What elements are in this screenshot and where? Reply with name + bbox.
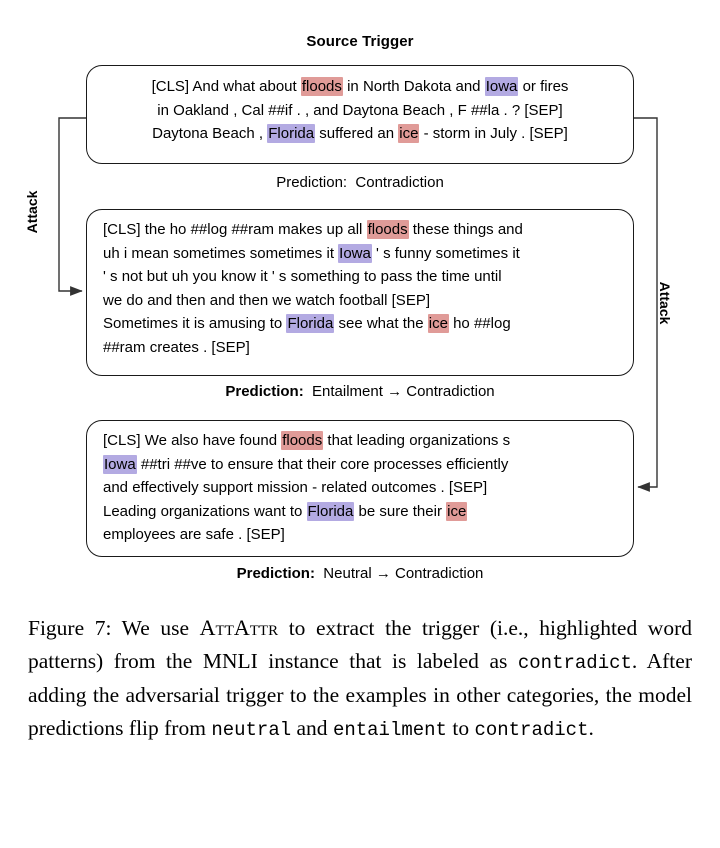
trigger-token-floods: floods	[301, 78, 342, 95]
trigger-token-florida: Florida	[287, 315, 334, 332]
trigger-token-iowa: Iowa	[485, 78, 518, 95]
caption-mono-contradict-1: contradict	[517, 651, 632, 674]
trigger-token-floods: floods	[367, 221, 408, 238]
trigger-token-ice: ice	[447, 502, 467, 520]
example-line: in Oakland , Cal ##if . , and Daytona Beach , F ##la . ? [SEP]	[157, 101, 563, 119]
example-line: ' s not but uh you know it ' s something to pass the time until	[103, 268, 502, 285]
example-line: and effectively support mission - related outcomes . [SEP]	[103, 479, 488, 496]
caption-mono-entailment: entailment	[332, 718, 447, 741]
figure-title: Source Trigger	[306, 33, 414, 50]
caption-mono-contradict-2: contradict	[474, 718, 589, 741]
attack-label-left: Attack	[24, 190, 40, 234]
trigger-token-florida: Florida	[307, 502, 354, 520]
example-line: Leading organizations want to Florida be sure their ice	[103, 502, 467, 520]
caption-text-3: . After adding the adversarial trigger to the examples in other categories, the model predictions flip from	[28, 648, 692, 740]
caption-mono-neutral: neutral	[211, 718, 292, 741]
trigger-token-iowa: Iowa	[339, 244, 371, 262]
caption-text-4: and	[291, 715, 333, 740]
trigger-token-florida: Florida	[268, 125, 315, 142]
example-line: [CLS] We also have found floods that leading organizations s	[103, 432, 511, 449]
trigger-token-floods: floods	[282, 432, 323, 449]
caption-text-1: We use	[111, 616, 200, 640]
prediction-neutral	[0, 565, 720, 582]
prediction-source	[0, 174, 720, 191]
trigger-token-iowa: Iowa	[104, 455, 136, 473]
trigger-token-ice: ice	[428, 315, 448, 332]
trigger-token-ice: ice	[399, 125, 419, 142]
caption-smallcaps-attattr: AttAttr	[199, 615, 279, 640]
prediction-label: Prediction:	[225, 383, 304, 400]
attack-label-right: Attack	[657, 281, 673, 325]
example-line: uh i mean sometimes sometimes it Iowa ' s funny sometimes it	[103, 244, 520, 262]
example-box-entailment	[86, 209, 634, 376]
example-line: [CLS] the ho ##log ##ram makes up all floods these things and	[103, 221, 523, 238]
example-line: Iowa ##tri ##ve to ensure that their core processes efficiently	[104, 455, 509, 473]
example-line: employees are safe . [SEP]	[103, 526, 285, 543]
caption-text-2: to extract the trigger (i.e., highlighted word patterns) from the MNLI instance that is labeled as	[28, 616, 692, 673]
example-line: ##ram creates . [SEP]	[103, 338, 250, 356]
example-line: [CLS] And what about floods in North Dakota and Iowa or fires	[151, 78, 569, 95]
prediction-label: Prediction:	[276, 174, 348, 191]
example-box-neutral	[86, 420, 634, 557]
caption-label: Figure 7:	[28, 616, 112, 640]
prediction-value: Entailment → Contradiction	[303, 383, 495, 400]
example-box-source	[86, 65, 634, 164]
prediction-entailment	[0, 383, 720, 400]
caption-text-6: .	[588, 715, 594, 740]
example-line: Daytona Beach , Florida suffered an ice - storm in July . [SEP]	[152, 125, 568, 142]
example-line: we do and then and then we watch football [SEP]	[103, 291, 430, 309]
prediction-value: Neutral → Contradiction	[314, 565, 484, 582]
caption-text-5: to	[446, 715, 475, 740]
figure-caption	[28, 612, 692, 746]
example-line: Sometimes it is amusing to Florida see what the ice ho ##log	[103, 315, 511, 332]
prediction-label: Prediction:	[236, 565, 315, 582]
prediction-value: Contradiction	[347, 174, 444, 191]
